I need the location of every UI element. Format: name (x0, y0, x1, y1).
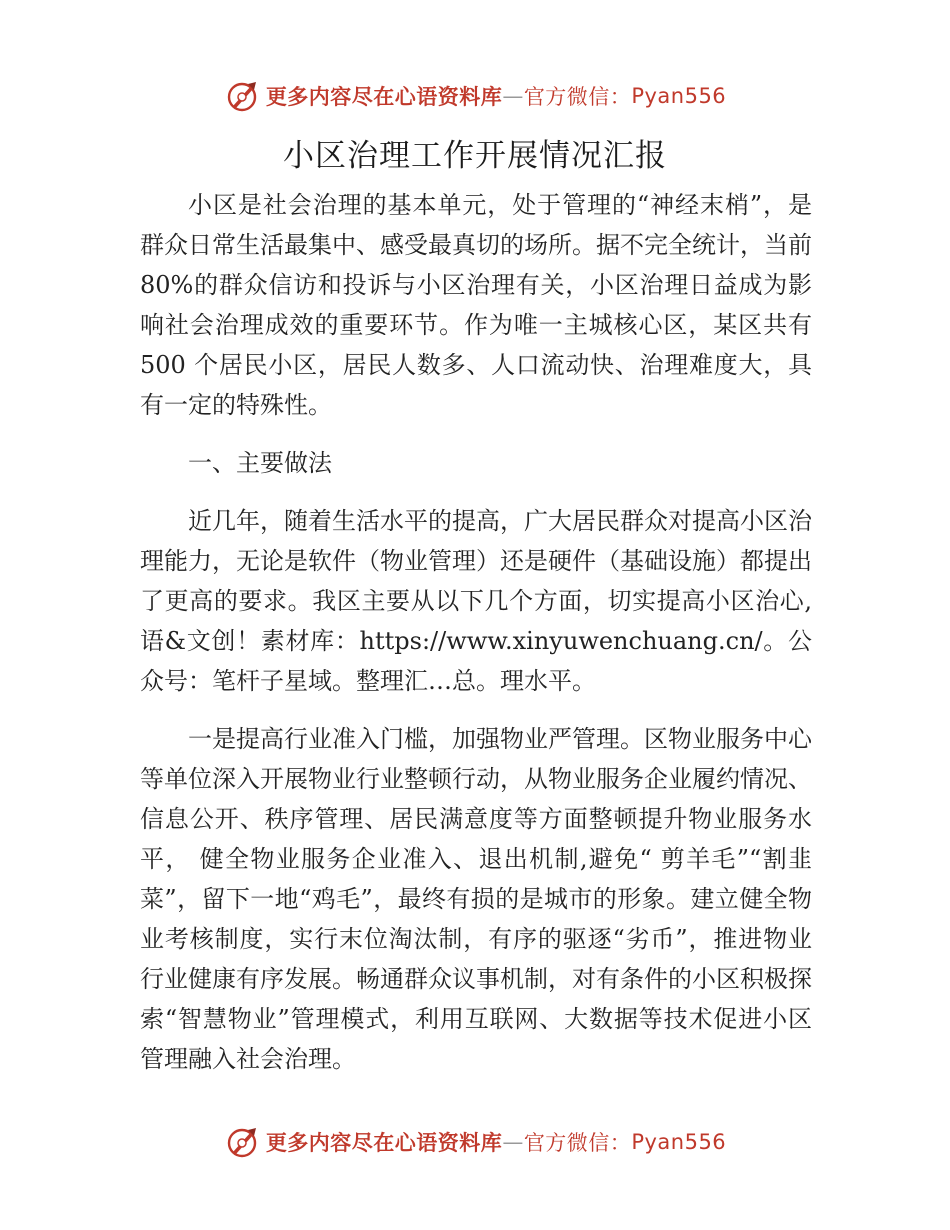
banner-dash: — (502, 84, 524, 108)
footer-watermark-banner (0, 1120, 950, 1164)
quill-pen-logo-icon (224, 78, 260, 114)
paragraph-intro: 小区是社会治理的基本单元，处于管理的“神经末梢”，是群众日常生活最集中、感受最真切的场所。据不完全统计，当前 80%的群众信访和投诉与小区治理有关，小区治理日益成为影响社会治理成效的重要环节。作为唯一主城核心区，某区共有 500 个居民小区，居民人数多、人口流动快、治理难度大，具有一定的特殊性。 (140, 191, 812, 419)
quill-pen-logo-icon (224, 1124, 260, 1160)
document-body (140, 185, 812, 1079)
banner-brand-text: 更多内容尽在心语资料库 (265, 1131, 503, 1155)
banner-wechat-label: 官方微信： (523, 85, 632, 109)
header-watermark-banner (0, 74, 950, 118)
paragraph-measure-one: 一是提高行业准入门槛，加强物业严管理。区物业服务中心等单位深入开展物业行业整顿行动，从物业服务企业履约情况、信息公开、秩序管理、居民满意度等方面整顿提升物业服务水平， 健全物业服务企业准入、退出机制,避免“ 剪羊毛”“割韭菜”，留下一地“鸡毛”，最终有损的是城市的形象。建立健全物业考核制度，实行末位淘汰制，有序的驱逐“劣币”，推进物业行业健康有序发展。畅通群众议事机制，对有条件的小区积极探索“智慧物业”管理模式，利用互联网、大数据等技术促进小区管理融入社会治理。 (140, 725, 812, 1073)
banner-wechat-label: 官方微信： (523, 1131, 632, 1155)
banner-brand-text: 更多内容尽在心语资料库 (265, 85, 503, 109)
banner-account: Pyan556 (631, 1130, 727, 1154)
paragraph-background: 近几年，随着生活水平的提高，广大居民群众对提高小区治理能力，无论是软件（物业管理）还是硬件（基础设施）都提出了更高的要求。我区主要从以下几个方面，切实提高小区治心,语&文创！素材库：https://www.xinyuwenchuang.cn/。公众号：笔杆子星域。整理汇…总。理水平。 (140, 507, 812, 695)
banner-account: Pyan556 (631, 84, 727, 108)
section-heading-main-practices: 一、主要做法 (188, 449, 332, 477)
document-title: 小区治理工作开展情况汇报 (283, 138, 667, 174)
banner-dash: — (502, 1130, 524, 1154)
